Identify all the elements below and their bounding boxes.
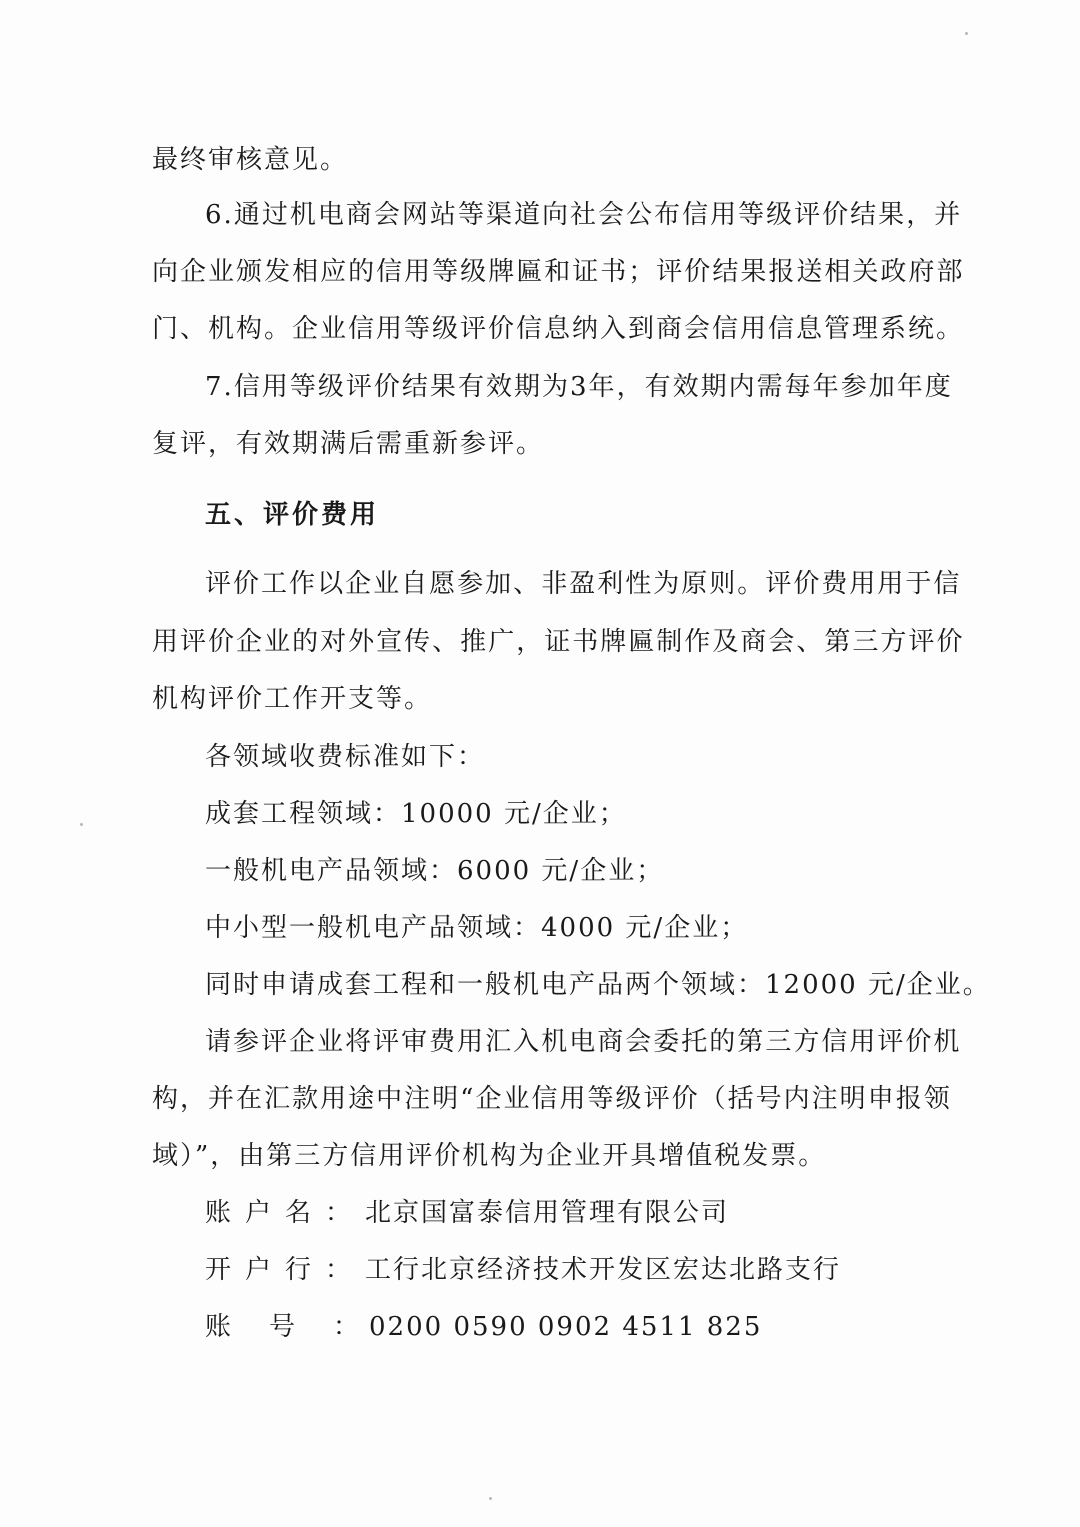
account-name-value: 北京国富泰信用管理有限公司 xyxy=(365,1198,730,1228)
account-name-label: 账户名： xyxy=(205,1198,366,1228)
text-line: 向 企 业 颁 发 相 应 的 信 用 等 级 牌 匾 和 证 书 ； 评 价 结 果 报 送 相 关 政 府 部 xyxy=(152,257,965,287)
scan-speck xyxy=(489,1497,492,1500)
text-line: 机构评价工作开支等。 xyxy=(152,684,433,714)
text-line: 7 . 信 用 等 级 评 价 结 果 有 效 期 为 3 年 ， 有 效 期 内 需 每 年 参 加 年 度 xyxy=(205,372,953,402)
account-name-row xyxy=(205,1196,729,1230)
account-number-row xyxy=(205,1310,762,1344)
scan-speck xyxy=(965,32,968,35)
fee-item: 同时申请成套工程和一般机电产品两个领域：12000 元/企业。 xyxy=(205,970,991,1000)
text-line: 门、机构。企业信用等级评价信息纳入到商会信用信息管理系统。 xyxy=(152,314,965,344)
text-line: 最终审核意见。 xyxy=(152,145,349,175)
fee-item: 成套工程领域：10000 元/企业； xyxy=(205,799,627,829)
text-line: 评 价 工 作 以 企 业 自 愿 参 加 、 非 盈 利 性 为 原 则 。 评 价 费 用 用 于 信 xyxy=(205,569,962,599)
fee-item: 一般机电产品领域：6000 元/企业； xyxy=(205,856,665,886)
text-line: 域）”，由第三方信用评价机构为企业开具增值税发票。 xyxy=(152,1141,827,1171)
text-line: 6 . 通 过 机 电 商 会 网 站 等 渠 道 向 社 会 公 布 信 用 等 级 评 价 结 果 ， 并 xyxy=(205,200,963,230)
fee-intro: 各领域收费标准如下： xyxy=(205,742,486,772)
account-number-label: 账号： xyxy=(205,1312,398,1342)
text-line: 用 评 价 企 业 的 对 外 宣 传 、 推 广 ， 证 书 牌 匾 制 作 及 商 会 、 第 三 方 评 价 xyxy=(152,627,965,657)
section-heading: 五、评价费用 xyxy=(205,500,380,530)
text-line: 请 参 评 企 业 将 评 审 费 用 汇 入 机 电 商 会 委 托 的 第 三 方 信 用 评 价 机 xyxy=(205,1027,962,1057)
scan-speck xyxy=(80,823,83,826)
bank-row xyxy=(205,1253,841,1287)
text-line: 复评，有效期满后需重新参评。 xyxy=(152,429,545,459)
text-line: 构 ， 并 在 汇 款 用 途 中 注 明 “ 企 业 信 用 等 级 评 价 （ 括 号 内 注 明 申 报 领 xyxy=(152,1084,952,1114)
fee-item: 中小型一般机电产品领域：4000 元/企业； xyxy=(205,913,749,943)
bank-value: 工行北京经济技术开发区宏达北路支行 xyxy=(365,1255,842,1285)
account-number-value: 0200 0590 0902 4511 825 xyxy=(369,1312,763,1342)
bank-label: 开户行： xyxy=(205,1255,366,1285)
